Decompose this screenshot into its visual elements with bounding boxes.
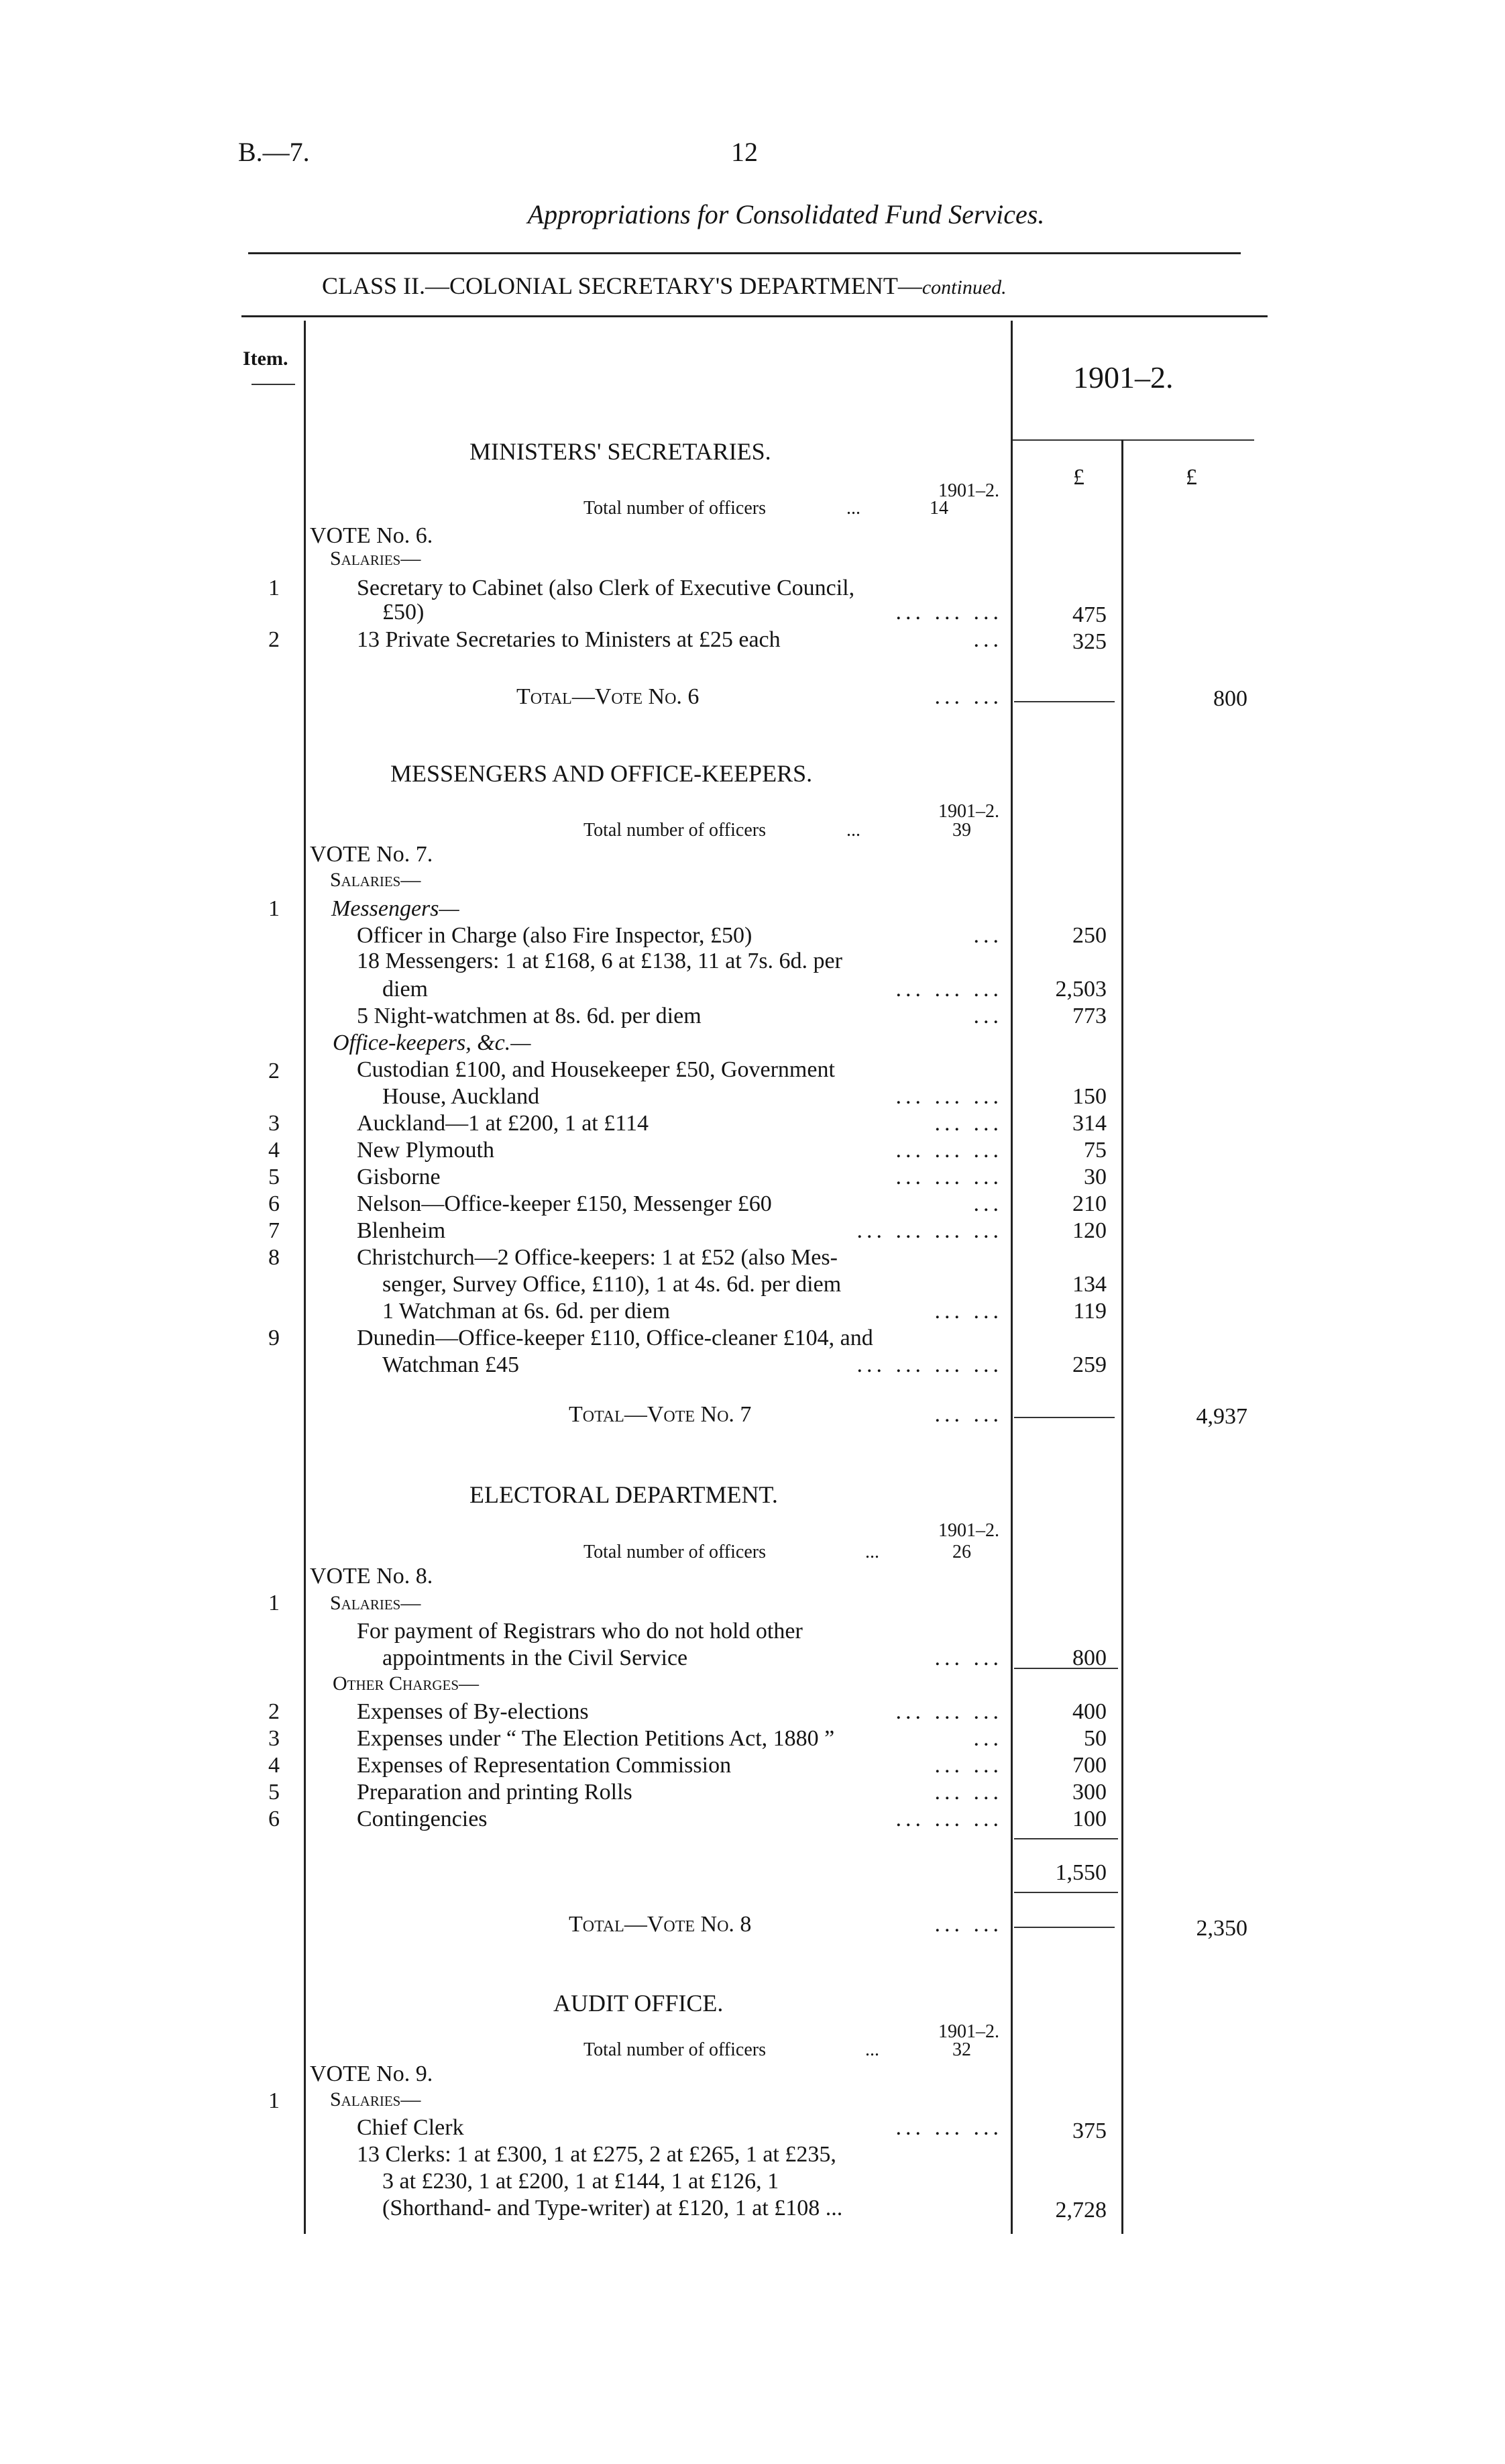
total-rule [1014,1417,1115,1418]
line-item-amount: 773 [1072,1004,1107,1028]
vote-8-label: VOTE No. 8. [310,1564,433,1589]
officers-year-electoral: 1901–2. [938,1520,999,1541]
total-rule [1014,1927,1115,1928]
line-item-amount: 250 [1072,923,1107,948]
line-item-text: (Shorthand- and Type-writer) at £120, 1 at £108 ... [382,2196,843,2220]
year-column-header: 1901–2. [1073,360,1174,394]
vote-9-label: VOTE No. 9. [310,2061,433,2086]
subheading-office-keepers: Office-keepers, &c.— [333,1030,531,1055]
line-item-text: Auckland—1 at £200, 1 at £114 [357,1111,649,1136]
item-number: 5 [268,1780,280,1805]
line-item-text: Officer in Charge (also Fire Inspector, £50) [357,923,752,948]
line-item-text: Expenses of By-elections [357,1699,589,1724]
electoral-subtotal: 1,550 [1055,1860,1107,1885]
line-item-text: 13 Clerks: 1 at £300, 1 at £275, 2 at £265, 1 at £235, [357,2142,836,2167]
leader-dots: ... [973,1191,1003,1216]
line-item-amount: 30 [1084,1165,1107,1189]
subtotal-rule [1014,1668,1118,1669]
item-number: 2 [268,1699,280,1724]
leader-dots: ... ... ... [895,1165,1003,1189]
leader-dots: ... ... [934,1646,1003,1670]
line-item-text: 18 Messengers: 1 at £168, 6 at £138, 11 at 7s. 6d. per [357,949,842,973]
leader-dots: ... ... ... ... [856,1218,1003,1243]
line-item-text: 13 Private Secretaries to Ministers at £25 each [357,627,781,652]
leader-dots: ... ... ... [895,600,1003,625]
line-item-amount: 119 [1073,1299,1107,1324]
item-number: 9 [268,1326,280,1350]
amount-column-rule [1011,321,1013,2234]
line-item-text: Chief Clerk [357,2115,464,2140]
leader-dots: ... ... [934,1402,1003,1427]
item-number: 1 [268,896,280,921]
class-rule [241,315,1268,317]
line-item-amount: 210 [1072,1191,1107,1216]
total-label-vote-8: Total—Vote No. 8 [569,1912,752,1937]
section-heading-messengers: MESSENGERS AND OFFICE-KEEPERS. [390,760,813,787]
line-item-text: Contingencies [357,1807,488,1831]
subtotal-rule [1014,1892,1118,1893]
class-line-text: CLASS II.—COLONIAL SECRETARY'S DEPARTMENT— [322,272,922,299]
salaries-label-vote-8: Salaries— [330,1592,421,1614]
salaries-label-vote-7: Salaries— [330,869,421,891]
line-item-amount: 700 [1072,1753,1107,1778]
salaries-label-vote-6: Salaries— [330,547,421,570]
vote-7-label: VOTE No. 7. [310,842,433,867]
line-item-amount: 400 [1072,1699,1107,1724]
line-item-amount: 2,728 [1055,2198,1107,2222]
line-item-text: 1 Watchman at 6s. 6d. per diem [382,1299,671,1324]
item-number: 1 [268,2088,280,2113]
leader-dots: ... ... ... [895,1138,1003,1163]
leader-dots: ... [973,1726,1003,1751]
leader-dots: ... ... ... [895,2115,1003,2140]
officers-year-messengers: 1901–2. [938,801,999,822]
line-item-amount: 100 [1072,1807,1107,1831]
leader-dots: ... ... [934,1780,1003,1805]
leader-dots: ... ... ... [895,1807,1003,1831]
salaries-label-vote-9: Salaries— [330,2088,421,2110]
line-item-amount: 300 [1072,1780,1107,1805]
officers-label-ministers: Total number of officers [583,498,766,519]
pound-header-1: £ [1073,465,1084,490]
officers-count-messengers: 39 [952,820,971,841]
line-item-text: diem [382,977,428,1002]
line-item-amount: 325 [1072,629,1107,654]
year-header-rule [1013,439,1254,441]
leader-dots: ... ... ... [895,1084,1003,1109]
item-number: 6 [268,1807,280,1831]
line-item-text: Christchurch—2 Office-keepers: 1 at £52 (also Mes- [357,1245,838,1270]
line-item-amount: 120 [1072,1218,1107,1243]
line-item-text: House, Auckland [382,1084,540,1109]
item-number: 3 [268,1111,280,1136]
line-item-amount: 75 [1084,1138,1107,1163]
line-item-text: 3 at £230, 1 at £200, 1 at £144, 1 at £126, 1 [382,2169,779,2194]
pound-header-2: £ [1186,465,1197,490]
page-number: 12 [731,137,758,167]
line-item-amount: 800 [1072,1646,1107,1670]
line-item-text: New Plymouth [357,1138,494,1163]
line-item-text: 5 Night-watchmen at 8s. 6d. per diem [357,1004,702,1028]
line-item-text: Nelson—Office-keeper £150, Messenger £60 [357,1191,772,1216]
title-rule [248,252,1241,254]
section-heading-electoral: ELECTORAL DEPARTMENT. [469,1481,778,1508]
item-column-rule [304,321,306,2234]
line-item-text: Dunedin—Office-keeper £110, Office-cleaner £104, and [357,1326,873,1350]
leader-dots: ... ... [934,1111,1003,1136]
officers-dots-ministers: ... [846,498,860,519]
officers-dots-electoral: ... [865,1542,879,1562]
leader-dots: ... ... ... [895,977,1003,1002]
leader-dots: ... ... [934,1753,1003,1778]
subheading-messengers: Messengers— [331,896,459,921]
total-label-vote-6: Total—Vote No. 6 [516,684,700,709]
amount-inner-rule [1121,439,1123,2234]
line-item-amount: 150 [1072,1084,1107,1109]
line-item-text: Watchman £45 [382,1352,520,1377]
leader-dots: ... ... [934,1912,1003,1937]
item-number: 6 [268,1191,280,1216]
item-column-header: Item. [243,347,288,370]
officers-count-ministers: 14 [930,498,948,519]
line-item-text: For payment of Registrars who do not hold other [357,1619,803,1644]
section-heading-ministers: MINISTERS' SECRETARIES. [469,438,771,465]
document-reference: B.—7. [238,137,310,167]
leader-dots: ... [973,1004,1003,1028]
leader-dots: ... [973,627,1003,652]
total-label-vote-7: Total—Vote No. 7 [569,1402,752,1427]
item-number: 3 [268,1726,280,1751]
leader-dots: ... ... [934,684,1003,709]
line-item-text: Expenses under “ The Election Petitions Act, 1880 ” [357,1726,835,1751]
officers-count-audit: 32 [952,2039,971,2060]
line-item-amount: 475 [1072,602,1107,627]
total-amount-vote-6: 800 [1213,686,1247,711]
officers-label-electoral: Total number of officers [583,1542,766,1562]
leader-dots: ... [973,923,1003,948]
line-item-text: Secretary to Cabinet (also Clerk of Executive Council, [357,576,855,600]
officers-dots-audit: ... [865,2039,879,2060]
item-number: 1 [268,1591,280,1615]
line-item-text: appointments in the Civil Service [382,1646,688,1670]
officers-year-audit: 1901–2. [938,2021,999,2042]
officers-label-messengers: Total number of officers [583,820,766,841]
line-item-amount: 375 [1072,2119,1107,2143]
item-number: 2 [268,1059,280,1083]
total-rule [1014,701,1115,702]
line-item-text: Custodian £100, and Housekeeper £50, Government [357,1057,835,1082]
item-number: 5 [268,1165,280,1189]
officers-dots-messengers: ... [846,820,860,841]
item-number: 4 [268,1138,280,1163]
line-item-text: Preparation and printing Rolls [357,1780,632,1805]
line-item-amount: 134 [1072,1272,1107,1297]
line-item-amount: 2,503 [1055,977,1107,1002]
line-item-text: Blenheim [357,1218,446,1243]
line-item-text: £50) [382,600,425,625]
total-amount-vote-8: 2,350 [1196,1916,1247,1941]
item-header-rule [252,384,295,385]
officers-count-electoral: 26 [952,1542,971,1562]
item-number: 4 [268,1753,280,1778]
item-number: 8 [268,1245,280,1270]
class-continued: continued. [922,276,1007,299]
leader-dots: ... ... [934,1299,1003,1324]
total-amount-vote-7: 4,937 [1196,1404,1247,1429]
line-item-amount: 259 [1072,1352,1107,1377]
line-item-text: Expenses of Representation Commission [357,1753,732,1778]
subtotal-rule [1014,1838,1118,1839]
line-item-text: senger, Survey Office, £110), 1 at 4s. 6d. per diem [382,1272,842,1297]
officers-year-ministers: 1901–2. [938,480,999,501]
class-line [322,274,1007,300]
vote-6-label: VOTE No. 6. [310,523,433,548]
item-number: 7 [268,1218,280,1243]
officers-label-audit: Total number of officers [583,2039,766,2060]
other-charges-label: Other Charges— [333,1672,480,1695]
line-item-text: Gisborne [357,1165,441,1189]
line-item-amount: 314 [1072,1111,1107,1136]
leader-dots: ... ... ... ... [856,1352,1003,1377]
section-heading-audit: AUDIT OFFICE. [553,1990,724,2017]
leader-dots: ... ... ... [895,1699,1003,1724]
line-item-amount: 50 [1084,1726,1107,1751]
page-title: Appropriations for Consolidated Fund Services. [527,199,1045,229]
item-number: 1 [268,576,280,600]
item-number: 2 [268,627,280,652]
